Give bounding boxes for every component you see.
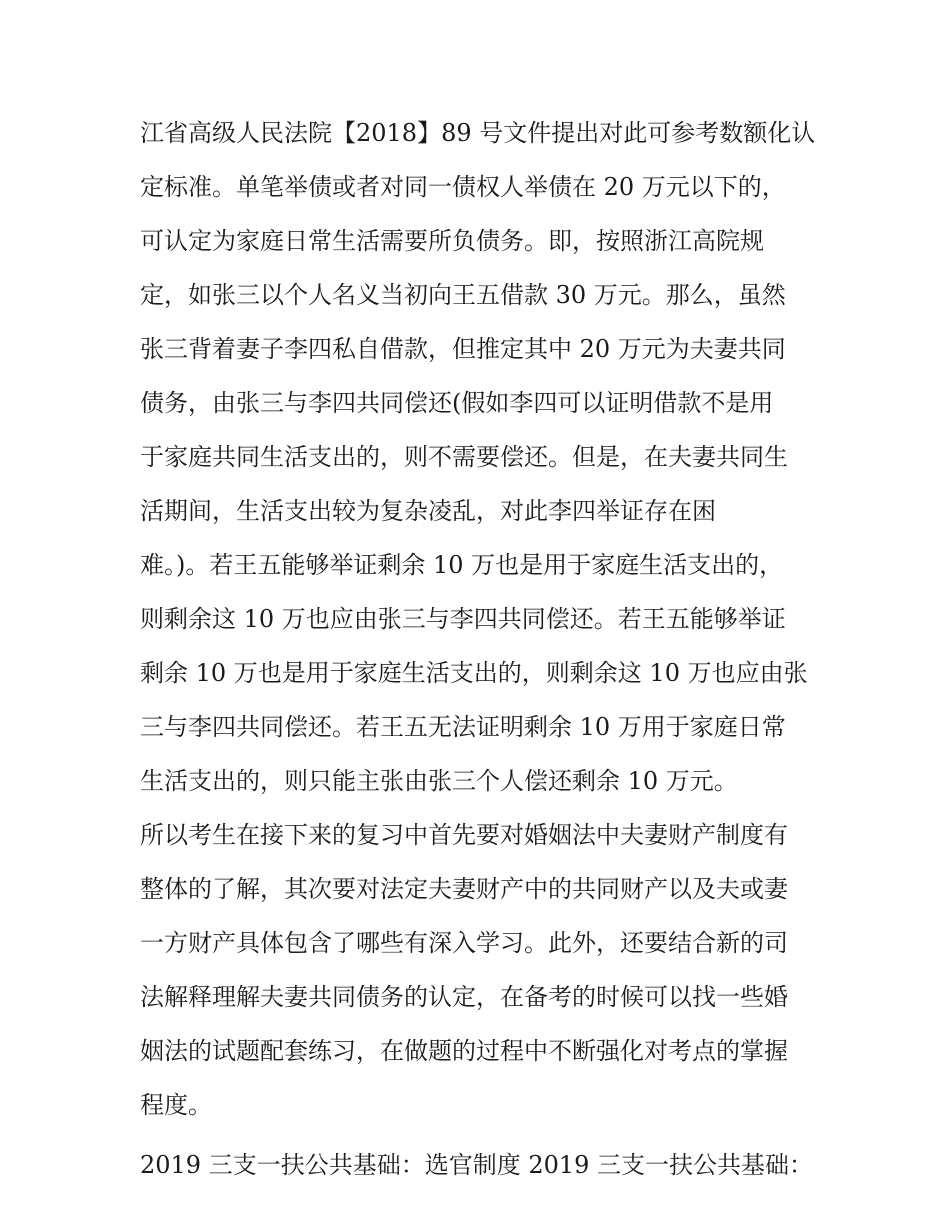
text-line: 可认定为家庭日常生活需要所负债务。即，按照浙江高院规 [140, 227, 764, 255]
text-line: 所以考生在接下来的复习中首先要对婚姻法中夫妻财产制度有 [140, 821, 788, 849]
text-line: 张三背着妻子李四私自借款，但推定其中 20 万元为夫妻共同 [140, 335, 786, 363]
text-line: 定标准。单笔举债或者对同一债权人举债在 20 万元以下的， [140, 173, 786, 201]
text-line: 法解释理解夫妻共同债务的认定，在备考的时候可以找一些婚 [140, 983, 788, 1011]
text-line: 生活支出的，则只能主张由张三个人偿还剩余 10 万元。 [140, 767, 738, 795]
text-line: 程度。 [140, 1091, 212, 1119]
text-line: 难。)。若王五能够举证剩余 10 万也是用于家庭生活支出的， [140, 551, 784, 579]
text-line: 姻法的试题配套练习，在做题的过程中不断强化对考点的掌握 [140, 1037, 788, 1065]
text-line: 江省高级人民法院【2018】89 号文件提出对此可参考数额化认 [140, 119, 816, 147]
text-line: 一方财产具体包含了哪些有深入学习。此外，还要结合新的司 [140, 929, 788, 957]
paragraph-3 [140, 1138, 830, 1192]
text-line: 三与李四共同偿还。若王五无法证明剩余 10 万用于家庭日常 [140, 713, 786, 741]
text-line: 则剩余这 10 万也应由张三与李四共同偿还。若王五能够举证 [140, 605, 786, 633]
paragraph-2 [140, 808, 830, 1132]
text-line: 债务，由张三与李四共同偿还(假如李四可以证明借款不是用 [140, 389, 774, 417]
body-text [140, 106, 830, 1192]
text-line: 于家庭共同生活支出的，则不需要偿还。但是，在夫妻共同生 [140, 443, 788, 471]
text-line: 定，如张三以个人名义当初向王五借款 30 万元。那么，虽然 [140, 281, 786, 309]
text-line: 剩余 10 万也是用于家庭生活支出的，则剩余这 10 万也应由张 [140, 659, 808, 687]
text-line: 活期间，生活支出较为复杂凌乱，对此李四举证存在困 [140, 497, 716, 525]
paragraph-1 [140, 106, 830, 808]
text-line: 整体的了解，其次要对法定夫妻财产中的共同财产以及夫或妻 [140, 875, 788, 903]
text-line: 2019 三支一扶公共基础：选官制度 2019 三支一扶公共基础： [140, 1151, 814, 1179]
